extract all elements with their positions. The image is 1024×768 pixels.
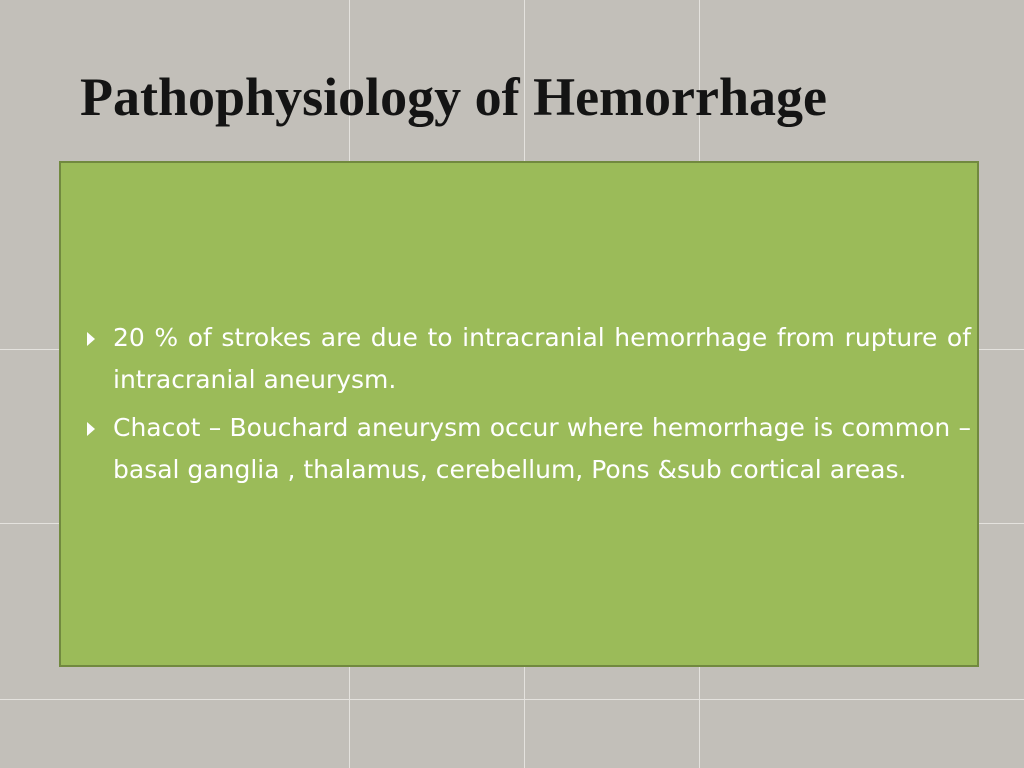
bullet-text: 20 % of strokes are due to intracranial hemorrhage from rupture of intracranial aneurysm. (113, 323, 971, 394)
bullet-arrow-icon (87, 422, 95, 436)
slide-title: Pathophysiology of Hemorrhage (80, 67, 827, 127)
bullet-arrow-icon (87, 332, 95, 346)
bullet-text: Chacot – Bouchard aneurysm occur where hemorrhage is common –basal ganglia , thalamus, cerebellum, Pons &sub cortical areas. (113, 413, 971, 484)
grid-line (0, 699, 1024, 700)
bullet-list (83, 317, 971, 497)
bullet-item (83, 317, 971, 401)
content-box (59, 161, 979, 667)
bullet-item (83, 407, 971, 491)
